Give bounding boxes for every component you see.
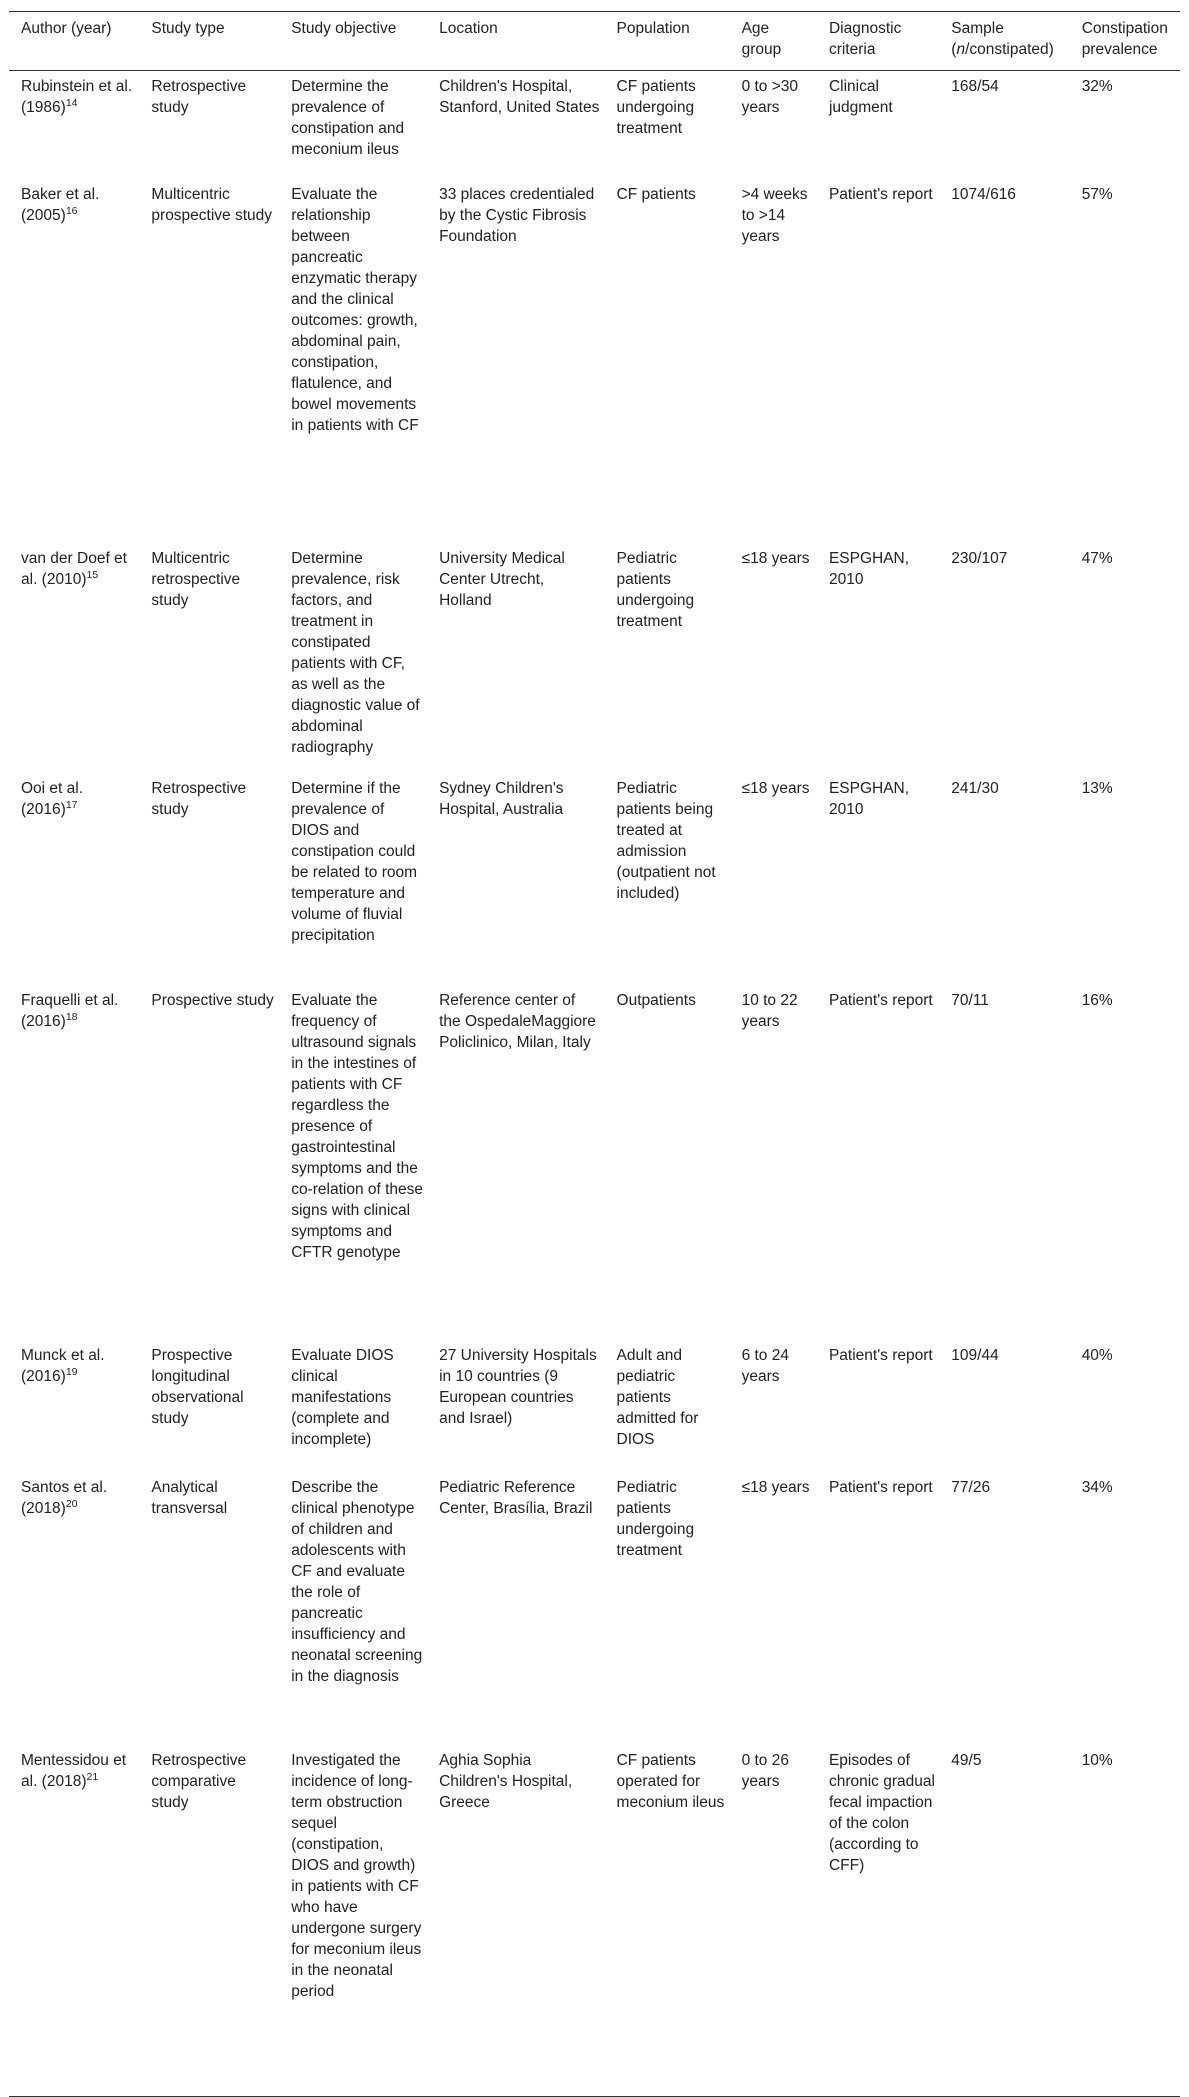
table-row — [9, 1472, 1180, 1745]
cell-location: Sydney Children's Hospital, Australia — [439, 780, 564, 818]
cell-age-group: >4 weeks to >14 years — [741, 186, 808, 245]
ref-superscript: 19 — [65, 1365, 78, 1378]
cell-study-type: Multicentric retrospective study — [151, 550, 241, 609]
cell-study-type: Retrospective comparative study — [151, 1752, 247, 1811]
cell-sample: 168/54 — [951, 78, 999, 95]
cell-age-group: ≤18 years — [741, 550, 810, 567]
cell-sample: 77/26 — [951, 1479, 991, 1496]
ref-superscript: 14 — [65, 96, 78, 109]
cell-location: Reference center of the OspedaleMaggiore Policlinico, Milan, Italy — [439, 992, 596, 1051]
header-diagnostic: Diagnostic criteria — [828, 20, 902, 58]
cell-diagnostic: Clinical judgment — [828, 78, 893, 116]
ref-superscript: 17 — [65, 798, 78, 811]
cell-sample: 230/107 — [951, 550, 1008, 567]
table-row — [9, 1745, 1180, 2097]
cell-age-group: 0 to >30 years — [741, 78, 799, 116]
ref-superscript: 20 — [65, 1497, 78, 1510]
cell-population: Pediatric patients undergoing treatment — [616, 1479, 695, 1559]
cell-study-type: Analytical transversal — [151, 1479, 228, 1517]
cell-objective: Evaluate the relationship between pancreatic enzymatic therapy and the clinical outcomes: growth, abdominal pain, constipation, flatulence, and bowel movements in patients with CF — [291, 186, 419, 434]
header-sample-n: n — [956, 41, 966, 58]
cell-age-group: 6 to 24 years — [741, 1347, 789, 1385]
header-sample-prefix: Sample ( — [951, 20, 1004, 58]
cell-author: Munck et al. $(2016)^{19}$ — [21, 1347, 105, 1385]
cell-population: Outpatients — [616, 992, 696, 1009]
table-row — [9, 773, 1180, 985]
cell-objective: Evaluate DIOS clinical manifestations (complete and incomplete) — [291, 1347, 394, 1448]
cell-prevalence: 57% — [1081, 186, 1113, 203]
header-row — [9, 12, 1180, 71]
cell-diagnostic: ESPGHAN, 2010 — [828, 550, 910, 588]
header-population: Population — [616, 20, 690, 37]
cell-sample: 49/5 — [951, 1752, 982, 1769]
cell-prevalence: 10% — [1081, 1752, 1113, 1769]
ref-superscript: 16 — [65, 204, 78, 217]
cell-prevalence: 16% — [1081, 992, 1113, 1009]
cell-sample: 1074/616 — [951, 186, 1016, 203]
header-age-group: Age group — [741, 20, 782, 58]
cell-study-type: Prospective study — [151, 992, 274, 1009]
cell-population: Adult and pediatric patients admitted for DIOS — [616, 1347, 699, 1448]
cell-prevalence: 32% — [1081, 78, 1113, 95]
cell-diagnostic: Patient's report — [828, 1347, 933, 1364]
cell-author: Fraquelli et al. $(2016)^{18}$ — [21, 992, 119, 1030]
cell-objective: Investigated the incidence of long-term obstruction sequel (constipation, DIOS and growth) in patients with CF who have undergone surgery for meconium ileus in the neonatal period — [291, 1752, 422, 2000]
studies-table — [9, 11, 1180, 2097]
cell-population: Pediatric patients undergoing treatment — [616, 550, 695, 630]
cell-study-type: Multicentric prospective study — [151, 186, 273, 224]
table-row — [9, 1340, 1180, 1472]
header-author: Author (year) — [21, 20, 112, 37]
table-row — [9, 179, 1180, 543]
cell-author: Santos et al. $(2018)^{20}$ — [21, 1479, 108, 1517]
header-location: Location — [439, 20, 498, 37]
cell-author: Mentessidou et al. $(2018)^{21}$ — [21, 1752, 127, 1790]
cell-population: CF patients — [616, 186, 696, 203]
cell-sample: 70/11 — [951, 992, 989, 1009]
header-sample-suffix: /constipated) — [965, 41, 1054, 58]
cell-objective: Determine the prevalence of constipation and meconium ileus — [291, 78, 405, 158]
cell-location: 27 University Hospitals in 10 countries (9 European countries and Israel) — [439, 1347, 597, 1427]
cell-age-group: 10 to 22 years — [741, 992, 798, 1030]
cell-location: University Medical Center Utrecht, Holland — [439, 550, 565, 609]
cell-objective: Determine prevalence, risk factors, and treatment in constipated patients with CF, as well as the diagnostic value of abdominal radiography — [291, 550, 420, 756]
cell-population: Pediatric patients being treated at admission (outpatient not included) — [616, 780, 716, 902]
header-sample — [939, 12, 1069, 71]
cell-objective: Describe the clinical phenotype of children and adolescents with CF and evaluate the role of pancreatic insufficiency and neonatal screening in the diagnosis — [291, 1479, 423, 1685]
cell-study-type: Retrospective study — [151, 78, 247, 116]
header-prevalence: Constipation prevalence — [1081, 20, 1168, 58]
cell-prevalence: 34% — [1081, 1479, 1113, 1496]
cell-prevalence: 47% — [1081, 550, 1113, 567]
cell-age-group: ≤18 years — [741, 780, 810, 797]
cell-diagnostic: Patient's report — [828, 186, 933, 203]
cell-population: CF patients undergoing treatment — [616, 78, 696, 137]
cell-study-type: Prospective longitudinal observational study — [151, 1347, 244, 1427]
table-header — [9, 12, 1180, 71]
cell-prevalence: 13% — [1081, 780, 1113, 797]
cell-prevalence: 40% — [1081, 1347, 1113, 1364]
header-study-type: Study type — [151, 20, 225, 37]
ref-superscript: 18 — [65, 1010, 78, 1023]
cell-age-group: 0 to 26 years — [741, 1752, 789, 1790]
cell-location: Children's Hospital, Stanford, United States — [439, 78, 600, 116]
cell-sample: 109/44 — [951, 1347, 999, 1364]
cell-diagnostic: Patient's report — [828, 992, 933, 1009]
cell-author: Ooi et al. $(2016)^{17}$ — [21, 780, 84, 818]
table-row — [9, 985, 1180, 1340]
cell-location: Aghia Sophia Children's Hospital, Greece — [439, 1752, 573, 1811]
cell-author: Rubinstein et al. $(1986)^{14}$ — [21, 78, 133, 116]
cell-diagnostic: Episodes of chronic gradual fecal impaction of the colon (according to CFF) — [828, 1752, 935, 1874]
cell-author: van der Doef et al. $(2010)^{15}$ — [21, 550, 127, 588]
cell-population: CF patients operated for meconium ileus — [616, 1752, 725, 1811]
table-body — [9, 71, 1180, 2097]
ref-superscript: 21 — [86, 1770, 99, 1783]
table-row — [9, 71, 1180, 180]
table-row — [9, 543, 1180, 773]
cell-author: Baker et al. $(2005)^{16}$ — [21, 186, 100, 224]
ref-superscript: 15 — [86, 568, 99, 581]
cell-study-type: Retrospective study — [151, 780, 247, 818]
table-container — [9, 11, 1180, 2097]
header-objective: Study objective — [291, 20, 397, 37]
cell-location: Pediatric Reference Center, Brasília, Brazil — [439, 1479, 593, 1517]
cell-diagnostic: ESPGHAN, 2010 — [828, 780, 910, 818]
cell-objective: Evaluate the frequency of ultrasound signals in the intestines of patients with CF regardless the presence of gastrointestinal symptoms and the co-relation of these signs with clinical symptoms and CFTR genotype — [291, 992, 424, 1261]
cell-location: 33 places credentialed by the Cystic Fibrosis Foundation — [439, 186, 595, 245]
cell-diagnostic: Patient's report — [828, 1479, 933, 1496]
cell-age-group: ≤18 years — [741, 1479, 810, 1496]
cell-objective: Determine if the prevalence of DIOS and constipation could be related to room temperature and volume of fluvial precipitation — [291, 780, 418, 944]
cell-sample: 241/30 — [951, 780, 999, 797]
